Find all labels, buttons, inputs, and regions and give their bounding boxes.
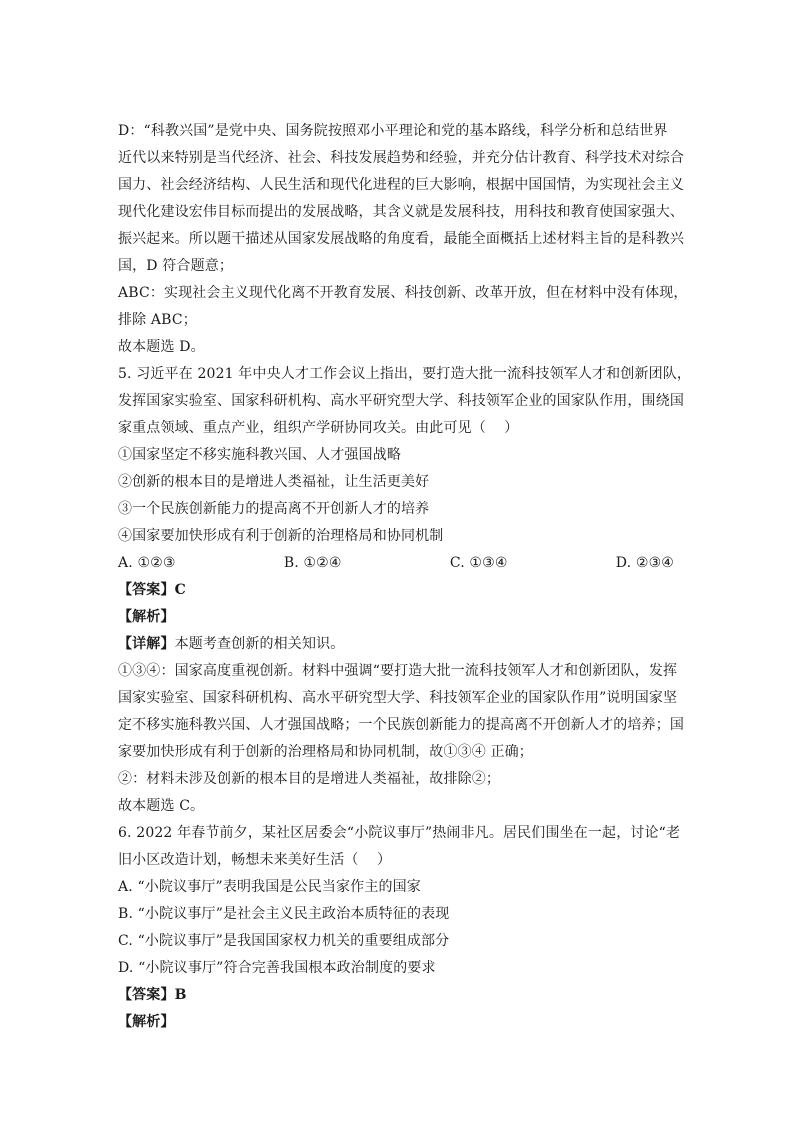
text-line: 国，D 符合题意； [118, 258, 234, 274]
explanation-line: 家要加快形成有利于创新的治理格局和协同机制，故①③④ 正确； [118, 744, 533, 760]
text-line: 近代以来特别是当代经济、社会、科技发展趋势和经验，并充分估计教育、科学技术对综合 [118, 150, 684, 166]
document-content [118, 118, 692, 1036]
question-stem-line: 家重点领域、重点产业，组织产学研协同攻关。由此可见（ ） [118, 420, 519, 436]
question-stem-line: 旧小区改造计划，畅想未来美好生活（ ） [118, 852, 392, 868]
explanation-line: 国家实验室、国家科研机构、高水平研究型大学、科技领军企业的国家队作用”说明国家坚 [118, 690, 678, 706]
statement-2: ②创新的根本目的是增进人类福祉，让生活更美好 [118, 474, 430, 490]
option-b: B. “小院议事厅”是社会主义民主政治本质特征的表现 [118, 906, 450, 922]
explanation-line: ①③④：国家高度重视创新。材料中强调“要打造大批一流科技领军人才和创新团队，发挥 [118, 663, 678, 679]
option-c: C. ①③④ [449, 555, 508, 571]
detail-line [118, 631, 680, 658]
explanation-line: 定不移实施科教兴国、人才强国战略；一个民族创新能力的提高离不开创新人才的培养；国 [118, 717, 684, 733]
option-b: B. ①②④ [283, 555, 342, 571]
option-d-explanation [118, 118, 684, 280]
question-6 [118, 820, 680, 1036]
conclusion-q4: 故本题选 D。 [118, 339, 205, 355]
question-stem-line: 5. 习近平在 2021 年中央人才工作会议上指出，要打造大批一流科技领军人才和创新团队， [118, 366, 692, 382]
statement-3: ③一个民族创新能力的提高离不开创新人才的培养 [118, 501, 430, 517]
option-d: D. ②③④ [615, 555, 674, 571]
conclusion-q5: 故本题选 C。 [118, 798, 205, 814]
answer-label: 【答案】B [118, 987, 187, 1003]
text-line: ABC：实现社会主义现代化离不开教育发展、科技创新、改革开放，但在材料中没有体现， [118, 285, 688, 301]
option-c: C. “小院议事厅”是我国国家权力机关的重要组成部分 [118, 933, 450, 949]
option-a: A. “小院议事厅”表明我国是公民当家作主的国家 [118, 879, 421, 895]
statement-1: ①国家坚定不移实施科教兴国、人才强国战略 [118, 447, 401, 463]
text-line: 排除 ABC； [118, 312, 197, 328]
explanation-line: ②：材料未涉及创新的根本目的是增进人类福祉，故排除②； [118, 771, 501, 787]
option-abc-explanation [118, 280, 688, 334]
detail-text: 本题考查创新的相关知识。 [174, 636, 345, 652]
detail-label: 【详解】 [118, 636, 175, 652]
statement-4: ④国家要加快形成有利于创新的治理格局和协同机制 [118, 528, 444, 544]
text-line: D：“科教兴国”是党中央、国务院按照邓小平理论和党的基本路线，科学分析和总结世界 [118, 123, 668, 139]
question-stem-line: 发挥国家实验室、国家科研机构、高水平研究型大学、科技领军企业的国家队作用，围绕国 [118, 393, 684, 409]
question-5 [118, 361, 692, 820]
text-line: 振兴起来。所以题干描述从国家发展战略的角度看，最能全面概括上述材料主旨的是科教兴 [118, 231, 684, 247]
option-a: A. ①②③ [118, 555, 176, 571]
text-line: 国力、社会经济结构、人民生活和现代化进程的巨大影响，根据中国国情，为实现社会主义 [118, 177, 684, 193]
answer-label: 【答案】C [118, 582, 186, 598]
analysis-label: 【解析】 [118, 609, 175, 625]
question-stem-line: 6. 2022 年春节前夕，某社区居委会“小院议事厅”热闹非凡。居民们围坐在一起，讨论“老 [118, 825, 681, 841]
answer-options [118, 550, 674, 577]
analysis-label: 【解析】 [118, 1014, 175, 1030]
text-line: 现代化建设宏伟目标而提出的发展战略，其含义就是发展科技，用科技和教育使国家强大、 [118, 204, 684, 220]
option-d: D. “小院议事厅”符合完善我国根本政治制度的要求 [118, 960, 436, 976]
